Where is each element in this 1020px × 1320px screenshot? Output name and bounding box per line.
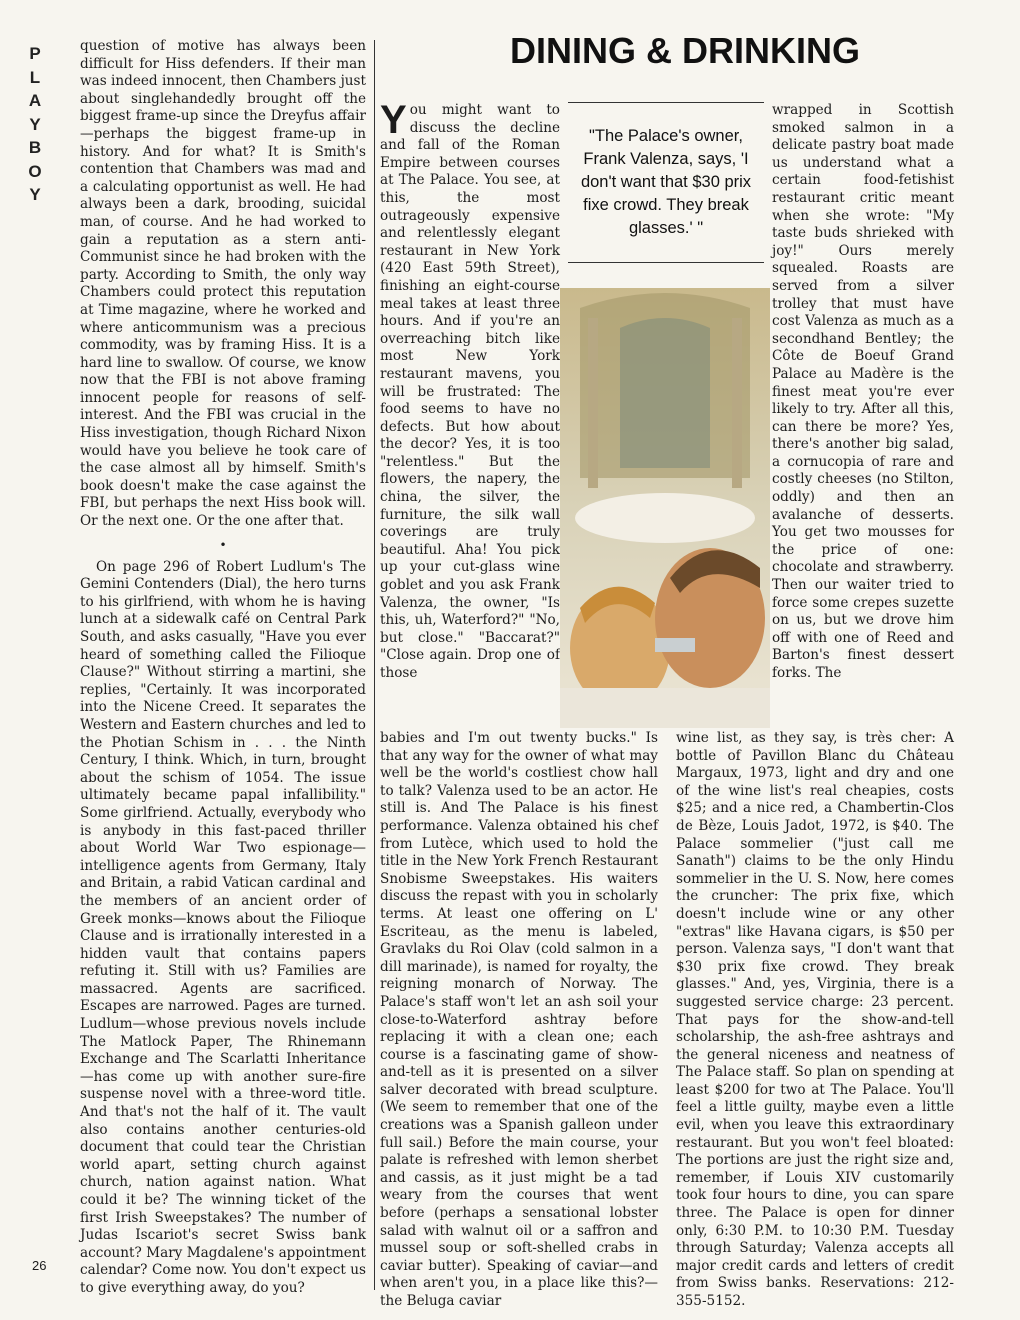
dining-column-bottom-right	[676, 730, 954, 1309]
column-divider	[374, 40, 375, 1290]
dining-column-bottom-left	[380, 730, 658, 1309]
dining-column-top	[380, 98, 560, 722]
pull-quote-rule	[568, 262, 764, 263]
body-paragraph: wine list, as they say, is très cher: A bottle of Pavillon Blanc du Château Margaux, 1973, light and dry and one of the wine list's real cheapies, costs $25; and a nice red, a Chambertin-Clos de Bèze, Louis Jadot, 1972, is $40. The Palace sommelier ("just call me Sanath") claims to be the only Hindu sommelier in the U. S. Now, here comes the cruncher: The prix fixe, which doesn't include wine or any other "extras" like Havana cigars, is $50 per person. Valenza says, "I don't want that $30 prix fixe crowd. They break glasses." And, yes, Virginia, there is a suggested service charge: 23 percent. That pays for the show-and-tell scholarship, the ash-free ashtrays and the general niceness and neatness of The Palace staff. So plan on spending at least $200 for two at The Palace. You'll feel a little guilty, maybe even a little evil, when you leave this extraordinary restaurant. But you won't feel bloated: The portions are just the right size and, remember, if Louis XIV customarily took four hours to dine, you can spare three. The Palace is open for dinner only, 6:30 P.M. to 10:30 P.M. Tuesday through Saturday; Valenza accepts all major credit cards and letters of credit from Swiss banks. Reservations: 212-355-5152.	[676, 730, 954, 1309]
section-separator: •	[219, 537, 227, 552]
body-paragraph: ou might want to discuss the decline and fall of the Roman Empire between courses at The Palace. You see, at this, the most outrageously expensive and relentlessly elegant restaurant in New York (420 East 59th Street), finishing an eight-course meal takes at least three hours. And if you're an overreaching bitch like most New York restaurant mavens, you will be frustrated: The food seems to have no defects. But how about the decor? Yes, it is too "relentless." But the flowers, the napery, the china, the silver, the furniture, the silk wall coverings are truly beautiful. Aha! You pick up your cut-glass wine goblet and you ask Frank Valenza, the owner, "Is this, uh, Waterford?" "No, but close." "Baccarat?" "Close again. Drop one of those	[380, 102, 560, 681]
body-paragraph: babies and I'm out twenty bucks." Is that any way for the owner of what may well be the world's costliest chow hall to talk? Valenza used to be an actor. He still is. And The Palace is his finest performance. Valenza obtained his chef from Lutèce, which used to hold the title in the New York French Restaurant Snobisme Sweepstakes. His waiters discuss the repast with you in scholarly terms. At least one offering on L' Escriteau, as the menu is labeled, Gravlaks du Roi Olav (cold salmon in a dill marinade), is named for royalty, the reigning monarch of Norway. The Palace's staff won't let an ash soil your close-to-Waterford ashtray before replacing it with a clean one; each course is a fascinating game of show-and-tell as it is presented on a silver salver decorated with bread sculpture. (We seem to remember that one of the creations was a Spanish galleon under full sail.) Before the main course, your palate is refreshed with lemon sherbet and cassis, as it just might be a tad weary from the courses that went before (perhaps a sensational lobster salad with walnut oil or a saffron and mussel soup or soft-shelled crabs in caviar butter). Speaking of caviar—and when aren't you, in a place like this?—the Beluga caviar	[380, 730, 658, 1309]
dining-couple-photo	[560, 288, 770, 728]
section-title: DINING & DRINKING	[510, 30, 860, 71]
drop-cap: Y	[380, 98, 407, 142]
body-paragraph: wrapped in Scottish smoked salmon in a delicate pastry boat made us understand what a certain food-fetishist restaurant critic meant when she wrote: "My taste buds shrieked with joy!" Ours merely squealed. Roasts are served from a silver trolley that must have cost Valenza as much as a secondhand Bentley; the Côte de Boeuf Grand Palace au Madère is the finest meat you're ever likely to try. After all this, can there be more? Yes, there's another big salad, a cornucopia of rare and costly cheeses (no Stilton, oddly) and then an avalanche of desserts. You get two mousses for the price of one: chocolate and strawberry. Then our waiter tried to force some crepes suzette on us, but we drove him off with one of Reed and Barton's finest dessert forks. The	[772, 102, 954, 681]
pull-quote	[568, 102, 764, 263]
pull-quote-rule	[568, 102, 764, 103]
pull-quote-text: "The Palace's owner, Frank Valenza, says, 'I don't want that $30 prix fixe crowd. They break glasses.' "	[580, 127, 752, 237]
page-number: 26	[32, 1258, 47, 1273]
book-review-column	[80, 38, 366, 1296]
magazine-name-vertical: P L A Y B O Y	[28, 44, 42, 204]
dining-column-top-right	[772, 102, 954, 722]
body-paragraph: question of motive has always been difficult for Hiss defenders. If their man was indeed innocent, then Chambers just about singlehandedly brought off the biggest frame-up since the Dreyfus affair—perhaps the biggest frame-up in history. And for what? It is Smith's contention that Chambers was mad and a calculating opportunist as well. He had always been a dark, brooding, suicidal man, of course. And he had worked to gain a reputation as a stern anti-Communist since he had broken with the party. According to Smith, the only way Chambers could protect this reputation at Time magazine, where he worked and where anticommunism was a precious commodity, was by framing Hiss. It is a hard line to swallow. Of course, we know now that the FBI is not above framing innocent people for reasons of self-interest. And the FBI was crucial in the Hiss investigation, though Richard Nixon would have you believe he took care of the case almost all by himself. Smith's book doesn't make the case against the FBI, but perhaps the next Hiss book will. Or the next one. Or the one after that.	[80, 38, 366, 530]
body-paragraph: On page 296 of Robert Ludlum's The Gemini Contenders (Dial), the hero turns to his girlfriend, with whom he is having lunch at a sidewalk café on Central Park South, and asks casually, "Have you ever heard of something called the Filioque Clause?" Without stirring a martini, she replies, "Certainly. It was incorporated into the Nicene Creed. It separates the Western and Eastern churches and led to the Photian Schism in . . . the Ninth Century, I think. Which, in turn, brought about the schism of 1054. The issue ultimately became papal infallibility." Some girlfriend. Actually, everybody who is anybody in this fast-paced thriller about World War Two espionage—intelligence agents from Germany, Italy and Britain, a rabid Vatican cardinal and the members of an ancient order of Greek monks—knows about the Filioque Clause and is irrationally interested in a hidden vault that contains papers refuting it. Still with us? Families are massacred. Agents are sacrificed. Escapes are narrowed. Pages are turned. Ludlum—whose previous novels include The Matlock Paper, The Rhinemann Exchange and The Scarlatti Inheritance—has come up with another sure-fire suspense novel with a three-word title. And that's not the half of it. The vault also contains another centuries-old document that could tear the Christian world apart, setting church against church, nation against nation. What could it be? The winning ticket of the first Irish Sweepstakes? The number of Judas Iscariot's secret Swiss bank account? Mary Magdalene's appointment calendar? Come now. You don't expect us to give everything away, do you?	[80, 558, 366, 1296]
